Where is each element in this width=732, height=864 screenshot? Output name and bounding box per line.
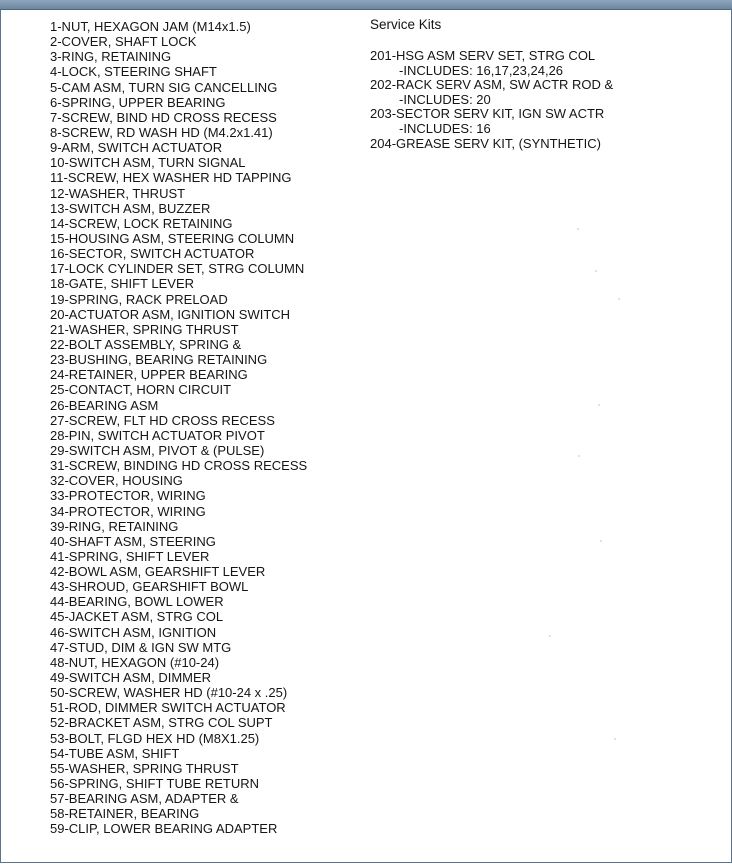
service-kits-list [370, 49, 613, 151]
part-item: 18-GATE, SHIFT LEVER [50, 276, 195, 292]
part-item: 16-SECTOR, SWITCH ACTUATOR [50, 246, 255, 262]
scan-speck [595, 270, 597, 272]
part-item: 14-SCREW, LOCK RETAINING [50, 215, 233, 231]
part-item: 5-CAM ASM, TURN SIG CANCELLING [50, 79, 278, 95]
part-item: 55-WASHER, SPRING THRUST [50, 760, 239, 776]
part-item: 21-WASHER, SPRING THRUST [50, 321, 239, 337]
service-kit-includes: -INCLUDES: 16 [399, 120, 491, 136]
part-item: 17-LOCK CYLINDER SET, STRG COLUMN [50, 261, 305, 277]
part-item: 7-SCREW, BIND HD CROSS RECESS [50, 109, 277, 125]
part-item: 59-CLIP, LOWER BEARING ADAPTER [50, 821, 278, 837]
service-kit-item [370, 78, 613, 107]
part-item: 57-BEARING ASM, ADAPTER & [50, 791, 239, 807]
part-item: 28-PIN, SWITCH ACTUATOR PIVOT [50, 427, 265, 443]
scan-speck [600, 540, 602, 542]
service-kit-item [370, 137, 613, 152]
part-item: 15-HOUSING ASM, STEERING COLUMN [50, 230, 295, 246]
scan-speck [578, 455, 580, 457]
part-item: 29-SWITCH ASM, PIVOT & (PULSE) [50, 442, 265, 458]
part-item: 19-SPRING, RACK PRELOAD [50, 291, 228, 307]
part-item: 43-SHROUD, GEARSHIFT BOWL [50, 579, 249, 595]
part-item: 54-TUBE ASM, SHIFT [50, 745, 180, 761]
part-item: 22-BOLT ASSEMBLY, SPRING & [50, 336, 242, 352]
service-kit-item [370, 107, 613, 136]
scan-speck [614, 738, 616, 740]
part-item: 8-SCREW, RD WASH HD (M4.2x1.41) [50, 124, 273, 140]
scan-speck [618, 298, 620, 300]
part-item: 34-PROTECTOR, WIRING [50, 503, 206, 519]
part-item: 48-NUT, HEXAGON (#10-24) [50, 654, 220, 670]
scan-speck [549, 635, 551, 637]
part-item: 1-NUT, HEXAGON JAM (M14x1.5) [50, 19, 251, 34]
scan-speck [577, 228, 579, 230]
part-item: 10-SWITCH ASM, TURN SIGNAL [50, 155, 246, 171]
service-kit-line: 201-HSG ASM SERV SET, STRG COL [370, 48, 596, 63]
service-kit-includes: -INCLUDES: 16,17,23,24,26 [399, 62, 564, 78]
service-kit-line: 204-GREASE SERV KIT, (SYNTHETIC) [370, 135, 601, 151]
part-item: 11-SCREW, HEX WASHER HD TAPPING [50, 170, 292, 186]
parts-list [50, 19, 307, 837]
part-item: 9-ARM, SWITCH ACTUATOR [50, 140, 223, 156]
service-kit-includes: -INCLUDES: 20 [399, 91, 491, 107]
part-item: 42-BOWL ASM, GEARSHIFT LEVER [50, 564, 266, 580]
part-item: 26-BEARING ASM [50, 397, 159, 413]
part-item: 32-COVER, HOUSING [50, 473, 183, 489]
part-item: 41-SPRING, SHIFT LEVER [50, 548, 210, 564]
part-item: 12-WASHER, THRUST [50, 185, 186, 201]
service-kits-heading: Service Kits [370, 17, 442, 32]
part-item: 2-COVER, SHAFT LOCK [50, 34, 197, 50]
part-item: 31-SCREW, BINDING HD CROSS RECESS [50, 458, 308, 474]
part-item: 24-RETAINER, UPPER BEARING [50, 367, 248, 383]
part-item: 51-ROD, DIMMER SWITCH ACTUATOR [50, 700, 286, 716]
part-item: 23-BUSHING, BEARING RETAINING [50, 352, 268, 368]
part-item: 45-JACKET ASM, STRG COL [50, 609, 224, 625]
part-item: 44-BEARING, BOWL LOWER [50, 594, 224, 610]
part-item: 20-ACTUATOR ASM, IGNITION SWITCH [50, 306, 291, 322]
part-item: 33-PROTECTOR, WIRING [50, 488, 206, 504]
part-item: 49-SWITCH ASM, DIMMER [50, 670, 212, 686]
part-item: 13-SWITCH ASM, BUZZER [50, 200, 211, 216]
part-item: 56-SPRING, SHIFT TUBE RETURN [50, 776, 259, 792]
part-item: 39-RING, RETAINING [50, 518, 179, 534]
service-kit-item [370, 49, 613, 78]
part-item: 4-LOCK, STEERING SHAFT [50, 64, 217, 80]
part-item: 52-BRACKET ASM, STRG COL SUPT [50, 715, 273, 731]
scan-speck [598, 404, 600, 406]
part-item: 40-SHAFT ASM, STEERING [50, 533, 216, 549]
part-item: 3-RING, RETAINING [50, 49, 172, 65]
part-item: 50-SCREW, WASHER HD (#10-24 x .25) [50, 685, 288, 701]
part-item: 6-SPRING, UPPER BEARING [50, 94, 226, 110]
service-kit-line: 202-RACK SERV ASM, SW ACTR ROD & [370, 77, 614, 93]
part-item: 27-SCREW, FLT HD CROSS RECESS [50, 412, 275, 428]
part-item: 47-STUD, DIM & IGN SW MTG [50, 639, 232, 655]
part-item: 25-CONTACT, HORN CIRCUIT [50, 382, 232, 398]
part-item: 46-SWITCH ASM, IGNITION [50, 624, 217, 640]
service-kit-line: 203-SECTOR SERV KIT, IGN SW ACTR [370, 106, 605, 122]
part-item: 58-RETAINER, BEARING [50, 806, 200, 822]
part-item: 53-BOLT, FLGD HEX HD (M8X1.25) [50, 730, 260, 746]
window-top-bar [0, 0, 732, 10]
